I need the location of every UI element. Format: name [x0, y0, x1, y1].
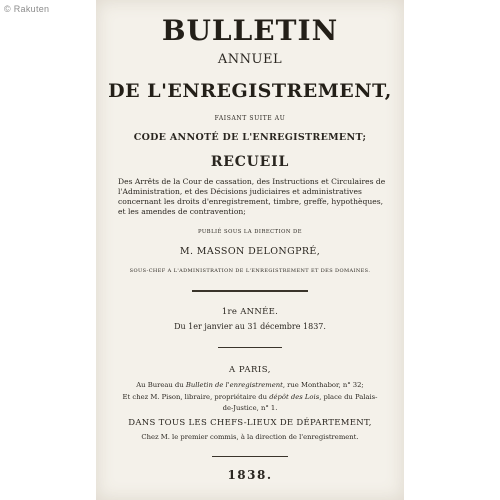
- edition-annee: 1re ANNÉE.: [221, 307, 279, 317]
- edition-period: Du 1er janvier au 31 décembre 1837.: [174, 322, 326, 331]
- title-enregistrement: DE L'ENREGISTREMENT,: [108, 80, 392, 102]
- imprint-place: A PARIS,: [229, 365, 271, 375]
- recueil-heading: RECUEIL: [210, 154, 290, 170]
- author-name: M. MASSON DELONGPRÉ,: [179, 246, 321, 257]
- title-annuel: ANNUEL: [217, 52, 283, 67]
- title-page: [96, 0, 404, 500]
- author-role: SOUS-CHEF A L'ADMINISTRATION DE L'ENREGISTREMENT ET DES DOMAINES.: [129, 268, 371, 274]
- divider: [218, 347, 282, 348]
- imprint-pison-cont: de-Justice, n° 1.: [222, 404, 278, 412]
- description-line: Des Arrêts de la Cour de cassation, des Instructions et Circulaires de: [118, 177, 386, 186]
- description-line: et les amendes de contravention;: [118, 207, 246, 216]
- description-line: concernant les droits d'enregistrement, timbre, greffe, hypothèques,: [118, 197, 384, 206]
- subtitle-faisant: FAISANT SUITE AU: [214, 115, 286, 122]
- imprint-chefs-lieux: DANS TOUS LES CHEFS-LIEUX DE DÉPARTEMENT,: [128, 418, 372, 428]
- publication-year: 1838.: [227, 468, 273, 482]
- divider: [212, 456, 288, 457]
- imprint-pison: Et chez M. Pison, libraire, propriétaire du dépôt des Lois, place du Palais-: [122, 393, 378, 401]
- subtitle-code: CODE ANNOTÉ DE L'ENREGISTREMENT;: [133, 132, 367, 143]
- description-line: l'Administration, et des Décisions judiciaires et administratives: [118, 187, 362, 196]
- watermark: © Rakuten: [4, 4, 50, 14]
- imprint-chez: Chez M. le premier commis, à la direction de l'enregistrement.: [141, 433, 359, 441]
- imprint-bureau: Au Bureau du Bulletin de l'enregistrement, rue Monthabor, n° 32;: [136, 381, 364, 389]
- publie-line: PUBLIÉ SOUS LA DIRECTION DE: [198, 229, 302, 235]
- title-bulletin: BULLETIN: [161, 14, 339, 47]
- divider: [192, 290, 308, 292]
- description: [118, 177, 386, 217]
